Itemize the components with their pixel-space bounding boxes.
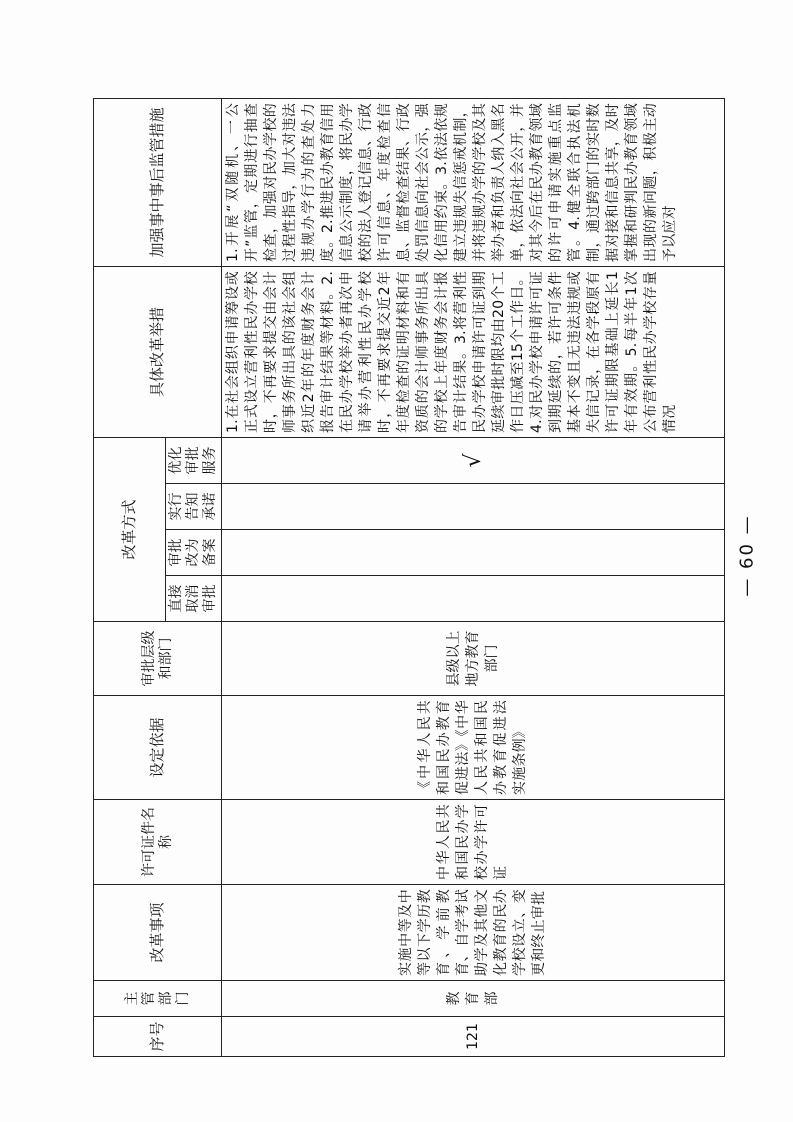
reform-table [93, 98, 725, 1057]
cell-seq: 121 [222, 1017, 725, 1057]
header-license: 许可证件名称 [94, 800, 222, 885]
table-row [222, 98, 725, 1056]
header-filing: 审批改为备案 [166, 530, 222, 576]
cell-basis: 《中华人民共和国民办教育促进法》《中华人民共和国民办教育促进法实施条例》 [222, 696, 725, 800]
cell-optimize-check: √ [222, 437, 725, 483]
cell-promise [222, 484, 725, 530]
page-number: — 60 — [736, 514, 758, 597]
header-measures: 具体改革举措 [94, 266, 222, 437]
header-basis: 设定依据 [94, 696, 222, 800]
cell-filing [222, 530, 725, 576]
rotated-table-container [93, 99, 720, 1057]
cell-dept: 教育部 [222, 981, 725, 1017]
header-seq: 序号 [94, 1017, 222, 1057]
header-supervision: 加强事中事后监管措施 [94, 98, 222, 266]
header-item: 改革事项 [94, 885, 222, 981]
cell-supervision: 1.开展“双随机、一公开”监管，定期进行抽查检查，加强对民办学校的过程性指导，加大对违法违规办学行为的查处力度。2.推进民办教育信用信息公示制度，将民办学校的法人登记信息、行政许可信息、年度检查信息、监督检查结果、行政处罚信息向社会公示，强化信用约束。3.依法依规建立违规失信惩戒机制，并将违规办学的学校及其举办者和负责人纳入黑名单，依法向社会公开，并对其今后在民办教育领域的许可申请实施重点监管。4.健全联合执法机制，通过跨部门的实时数据对接和信息共享，及时掌握和研判民办教育领域出现的新问题，积极主动予以应对 [222, 98, 725, 266]
cell-level: 县级以上地方教育部门 [222, 622, 725, 696]
header-cancel: 直接取消审批 [166, 576, 222, 622]
header-dept: 主管部门 [94, 981, 222, 1017]
cell-license: 中华人民共和国民办学校办学许可证 [222, 800, 725, 885]
cell-measures: 1.在社会组织申请筹设或正式设立营利性民办学校时，不再要求提交由会计师事务所出具的该社会组织近2年的年度财务会计报告审计结果等材料。2.在民办学校举办者再次申请举办营利性民办学校时，不再要求提交近2年年度检查的证明材料和有资质的会计师事务所出具的学校上年度财务会计报告审计结果。3.将营利性民办学校申请许可证到期延续审批时限均由20个工作日压减至15个工作日。4.对民办学校申请许可证到期延续的，若许可条件基本不变且无违法违规或失信记录，在各学段原有许可证期限基础上延长1年有效期。5.每半年1次公布营利性民办学校存量情况 [222, 266, 725, 437]
cell-item: 实施中等及中等以下学历教育、学前教育、自学考试助学及其他文化教育的民办学校设立、变更和终止审批 [222, 885, 725, 981]
header-optimize: 优化审批服务 [166, 437, 222, 483]
header-level: 审批层级和部门 [94, 622, 222, 696]
cell-cancel [222, 576, 725, 622]
header-promise: 实行告知承诺 [166, 484, 222, 530]
header-reform-way: 改革方式 [94, 437, 166, 621]
